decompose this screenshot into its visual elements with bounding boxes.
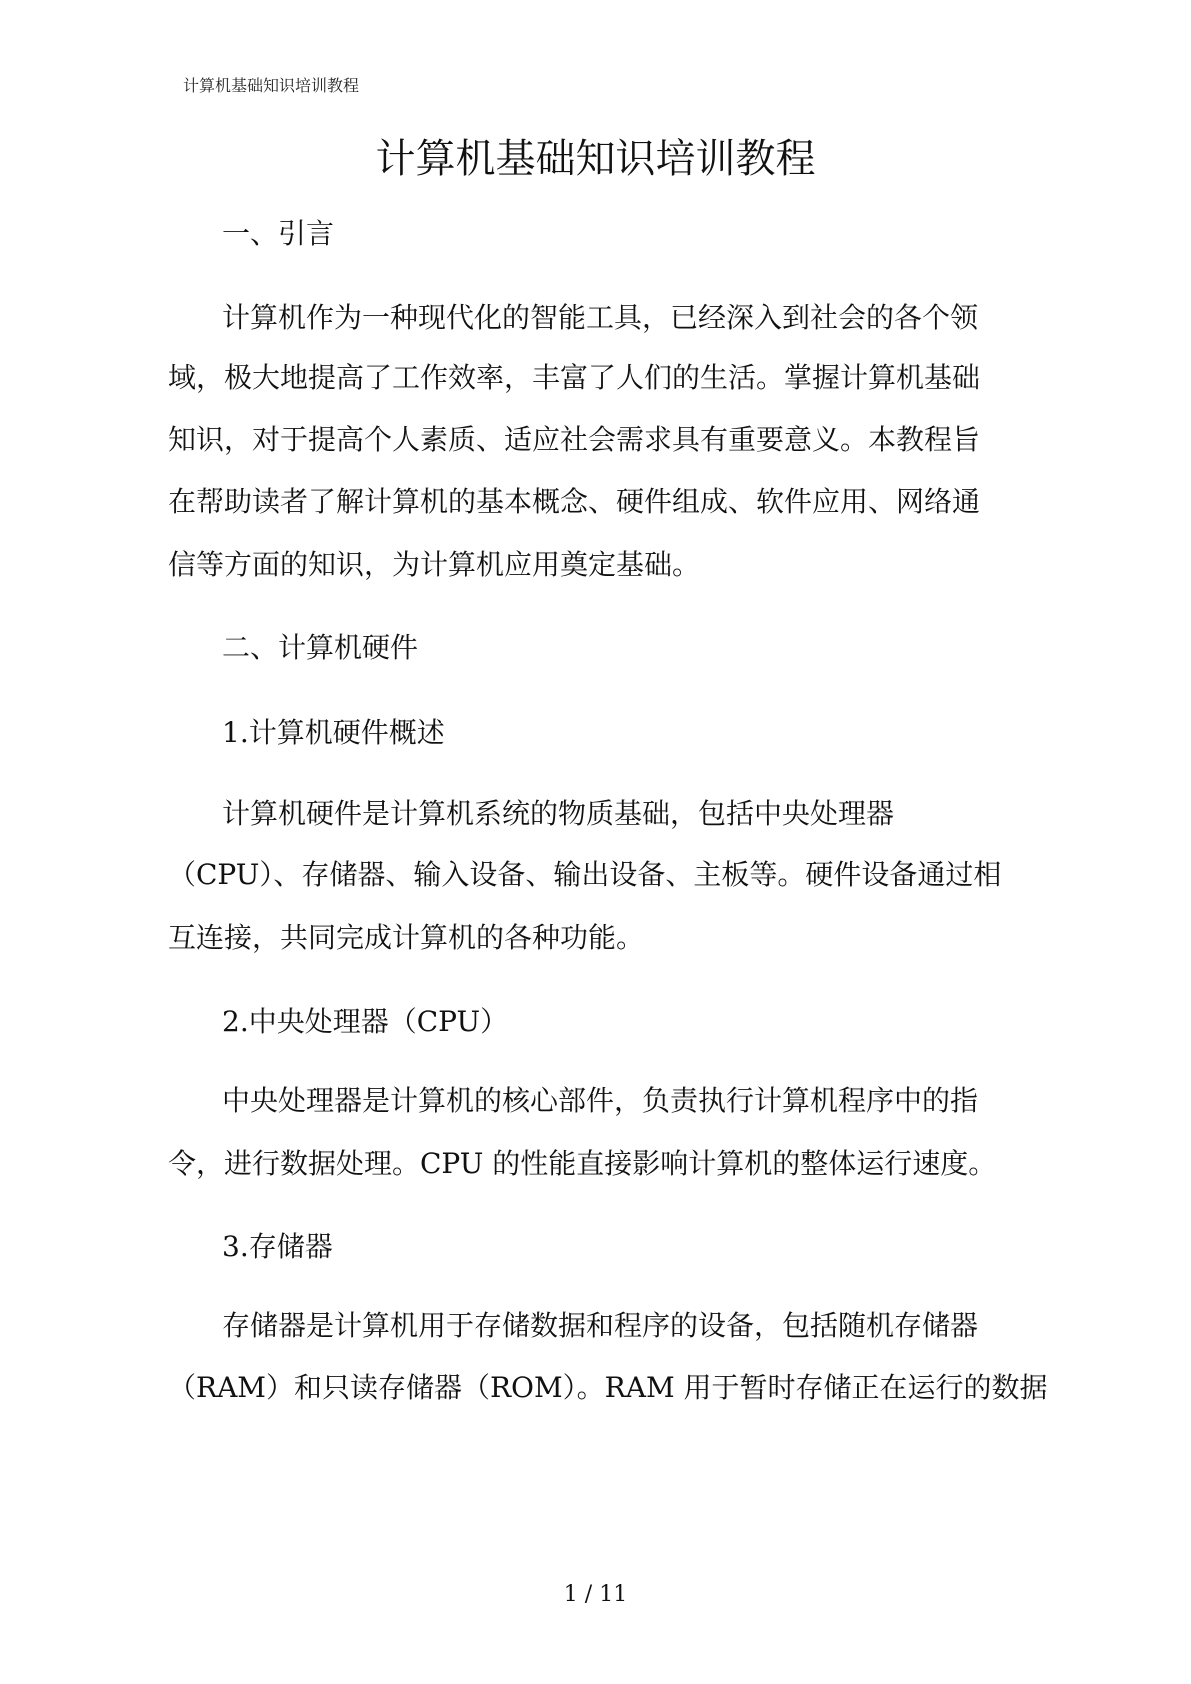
- intro-paragraph-line: 计算机作为一种现代化的智能工具，已经深入到社会的各个领: [222, 301, 979, 334]
- cpu-paragraph-line: 令，进行数据处理。CPU 的性能直接影响计算机的整体运行速度。: [168, 1147, 997, 1180]
- page-number: 1 / 11: [563, 1582, 628, 1607]
- section-heading-introduction: 一、引言: [222, 217, 335, 250]
- cpu-paragraph-line: 中央处理器是计算机的核心部件，负责执行计算机程序中的指: [222, 1084, 979, 1117]
- memory-paragraph-line: 存储器是计算机用于存储数据和程序的设备，包括随机存储器: [222, 1309, 979, 1342]
- section-heading-hardware: 二、计算机硬件: [222, 631, 419, 664]
- subsection-heading-memory: 3.存储器: [222, 1230, 333, 1263]
- subsection-heading-hardware-overview: 1.计算机硬件概述: [222, 716, 445, 749]
- running-header: 计算机基础知识培训教程: [183, 76, 360, 95]
- intro-paragraph-line: 域，极大地提高了工作效率，丰富了人们的生活。掌握计算机基础: [168, 361, 981, 394]
- hardware-overview-line: （CPU）、存储器、输入设备、输出设备、主板等。硬件设备通过相: [168, 858, 1002, 891]
- intro-paragraph-line: 知识，对于提高个人素质、适应社会需求具有重要意义。本教程旨: [168, 423, 981, 456]
- hardware-overview-line: 计算机硬件是计算机系统的物质基础，包括中央处理器: [222, 797, 895, 830]
- memory-paragraph-line: （RAM）和只读存储器（ROM）。RAM 用于暂时存储正在运行的数据: [168, 1371, 1048, 1404]
- subsection-heading-cpu: 2.中央处理器（CPU）: [222, 1005, 509, 1038]
- intro-paragraph-line: 在帮助读者了解计算机的基本概念、硬件组成、软件应用、网络通: [168, 485, 981, 518]
- document-title: 计算机基础知识培训教程: [375, 136, 816, 182]
- intro-paragraph-line: 信等方面的知识，为计算机应用奠定基础。: [168, 548, 701, 581]
- hardware-overview-line: 互连接，共同完成计算机的各种功能。: [168, 921, 645, 954]
